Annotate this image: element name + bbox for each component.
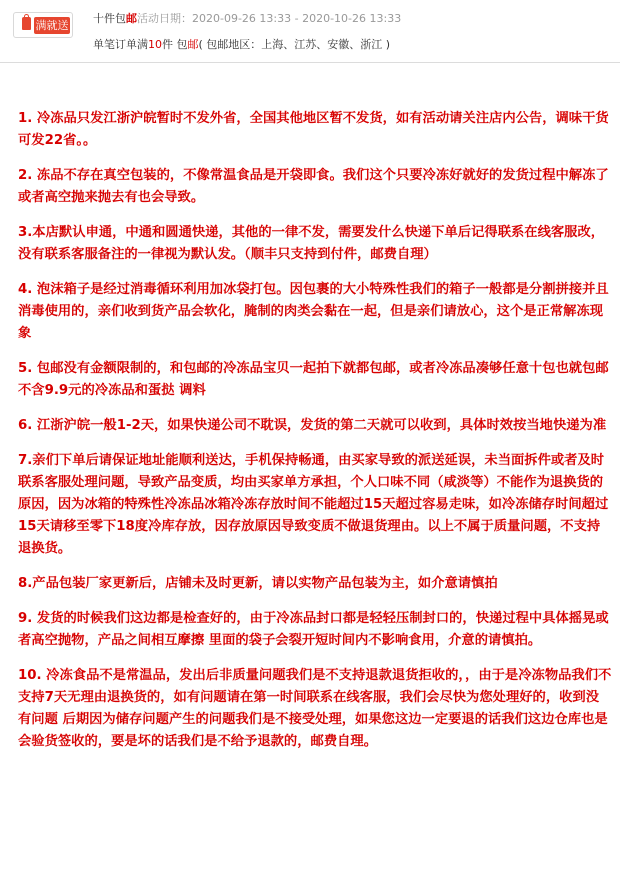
promo-rule-mid: 件 包: [162, 38, 188, 51]
promo-rule-prefix: 单笔订单满: [93, 38, 148, 51]
notice-paragraph-10: 10. 冷冻食品不是常温品，发出后非质量问题我们是不支持退款退货拒收的，，由于是冷冻物品我们不支持7天无理由退换货的，如有问题请在第一时间联系在线客服，我们会尽快为您处理好的，收到没有问题 后期因为储存问题产生的问题我们是不接受处理，如果您这边一定要退的话我们这边仓库也是会验货签收的，要是坏的话我们是不给予退款的，邮费自理。: [18, 668, 612, 749]
notice-paragraph-7: 7.亲们下单后请保证地址能顺利送达，手机保持畅通，由买家导致的派送延误，未当面拆件或者及时联系客服处理问题，导致产品变质，均由买家单方承担，个人口味不同（咸淡等）不能作为退换货的原因，因为冰箱的特殊性冷冻品冰箱冷冻存放时间不能超过15天超过容易走味，如冷冻储存时间超过15天请移至零下18度冷库存放，因存放原因导致变质不做退货理由。以上不属于质量问题，不支持退换货。: [18, 453, 609, 556]
promo-rule-line: [93, 36, 390, 52]
notice-content: [18, 108, 612, 766]
notice-paragraph-9: 9. 发货的时候我们这边都是检查好的，由于冷冻品封口都是轻轻压制封口的，快递过程中具体摇晃或者高空抛物，产品之间相互摩擦 里面的袋子会裂开短时间内不影响食用，介意的请慎拍。: [18, 611, 609, 648]
promo-header: [0, 0, 620, 63]
promo-date-label: 活动日期：: [137, 12, 192, 25]
notice-paragraph-6: 6. 江浙沪皖一般1-2天，如果快递公司不耽误，发货的第二天就可以收到，具体时效按当地快递为准: [18, 418, 607, 433]
promo-badge: [13, 12, 73, 38]
notice-paragraph-2: 2. 冻品不存在真空包装的，不像常温食品是开袋即食。我们这个只要冷冻好就好的发货过程中解冻了或者高空抛来抛去有也会导致。: [18, 168, 609, 205]
notice-paragraph-5: 5. 包邮没有金额限制的，和包邮的冷冻品宝贝一起拍下就都包邮，或者冷冻品凑够任意十包也就包邮不含9.9元的冷冻品和蛋挞 调料: [18, 361, 609, 398]
promo-title-emph: 邮: [126, 12, 137, 25]
promo-title-line: [93, 10, 401, 26]
promo-rule-emph: 邮: [187, 38, 199, 51]
promo-badge-label: 满就送: [35, 19, 69, 32]
shopping-bag-icon: [22, 17, 31, 30]
notice-paragraph-3: 3.本店默认申通，中通和圆通快递，其他的一律不发，需要发什么快递下单后记得联系在线客服改，没有联系客服备注的一律视为默认发。（顺丰只支持到付件，邮费自理）: [18, 225, 605, 262]
promo-rule-region: ( 包邮地区：上海、江苏、安徽、浙江 ): [198, 38, 391, 51]
notice-paragraph-1: 1. 冷冻品只发江浙沪皖暂时不发外省，全国其他地区暂不发货，如有活动请关注店内公告，调味干货可发22省。。: [18, 111, 609, 148]
notice-paragraph-8: 8.产品包装厂家更新后，店铺未及时更新，请以实物产品包装为主，如介意请慎拍: [18, 576, 498, 591]
promo-title: 十件包: [93, 12, 126, 25]
promo-date-range: 2020-09-26 13:33 - 2020-10-26 13:33: [192, 12, 402, 25]
notice-paragraph-4: 4. 泡沫箱子是经过消毒循环利用加冰袋打包。因包裹的大小特殊性我们的箱子一般都是分割拼接并且消毒使用的，亲们收到货产品会软化，腌制的肉类会黏在一起，但是亲们请放心，这个是正常解冻现象: [18, 282, 609, 341]
promo-rule-count: 10: [148, 38, 162, 51]
